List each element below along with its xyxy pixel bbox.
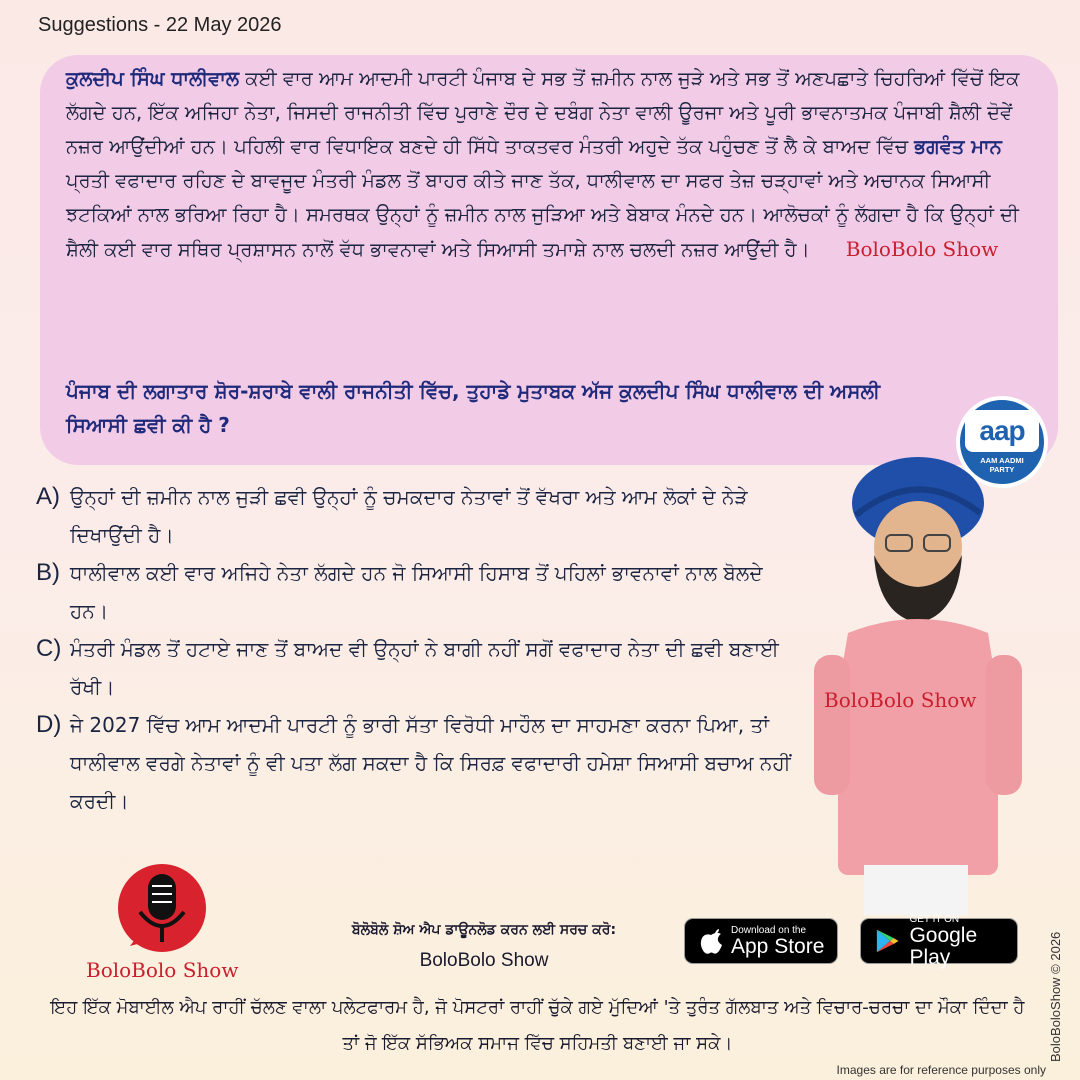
disclaimer-text: Images are for reference purposes only — [836, 1063, 1046, 1077]
option-d[interactable] — [36, 706, 806, 820]
option-c-key: C) — [36, 635, 62, 662]
app-store-button[interactable] — [684, 918, 838, 964]
option-b-text: ਧਾਲੀਵਾਲ ਕਈ ਵਾਰ ਅਜਿਹੇ ਨੇਤਾ ਲੱਗਦੇ ਹਨ ਜੋ ਸਿਆਸੀ ਹਿਸਾਬ ਤੋਂ ਪਹਿਲਾਂ ਭਾਵਨਾਵਾਂ ਨਾਲ ਬੋਲਦੇ ਹਨ। — [70, 561, 763, 623]
option-a-text: ਉਨ੍ਹਾਂ ਦੀ ਜ਼ਮੀਨ ਨਾਲ ਜੁੜੀ ਛਵੀ ਉਨ੍ਹਾਂ ਨੂੰ ਚਮਕਦਾਰ ਨੇਤਾਵਾਂ ਤੋਂ ਵੱਖਰਾ ਅਤੇ ਆਮ ਲੋਕਾਂ ਦੇ ਨੇੜੇ ਦਿਖਾਉਂਦੀ ਹੈ। — [70, 485, 748, 547]
option-c[interactable] — [36, 630, 806, 706]
highlight-name-mann: ਭਗਵੰਤ ਮਾਨ — [914, 135, 1002, 158]
google-play-button[interactable] — [860, 913, 1018, 969]
option-a-key: A) — [36, 483, 60, 510]
options-list — [36, 478, 806, 820]
question-text: ਪੰਜਾਬ ਦੀ ਲਗਾਤਾਰ ਸ਼ੋਰ-ਸ਼ਰਾਬੇ ਵਾਲੀ ਰਾਜਨੀਤੀ ਵਿੱਚ, ਤੁਹਾਡੇ ਮੁਤਾਬਕ ਅੱਜ ਕੁਲਦੀਪ ਸਿੰਘ ਧਾਲੀਵਾਲ ਦੀ ਅਸਲੀ ਸਿਆਸੀ ਛਵੀ ਕੀ ਹੈ ? — [66, 379, 881, 437]
option-c-text: ਮੰਤਰੀ ਮੰਡਲ ਤੋਂ ਹਟਾਏ ਜਾਣ ਤੋਂ ਬਾਅਦ ਵੀ ਉਨ੍ਹਾਂ ਨੇ ਬਾਗੀ ਨਹੀਂ ਸਗੋਂ ਵਫਾਦਾਰ ਨੇਤਾ ਦੀ ਛਵੀ ਬਣਾਈ ਰੱਖੀ। — [70, 637, 779, 699]
brand-logo-text: BoloBolo Show — [86, 958, 239, 982]
intro-text-part-2: ਪ੍ਰਤੀ ਵਫਾਦਾਰ ਰਹਿਣ ਦੇ ਬਾਵਜੂਦ ਮੰਤਰੀ ਮੰਡਲ ਤੋਂ ਬਾਹਰ ਕੀਤੇ ਜਾਣ ਤੱਕ, ਧਾਲੀਵਾਲ ਦਾ ਸਫਰ ਤੇਜ਼ ਚੜ੍ਹਾਵਾਂ ਅਤੇ ਅਚਾਨਕ ਸਿਆਸੀ ਝਟਕਿਆਂ ਨਾਲ ਭਰਿਆ ਰਿਹਾ ਹੈ। ਸਮਰਥਕ ਉਨ੍ਹਾਂ ਨੂੰ ਜ਼ਮੀਨ ਨਾਲ ਜੁੜਿਆ ਅਤੇ ਬੇਬਾਕ ਮੰਨਦੇ ਹਨ। ਆਲੋਚਕਾਂ ਨੂੰ ਲੱਗਦਾ ਹੈ ਕਿ ਉਨ੍ਹਾਂ ਦੀ ਸ਼ੈਲੀ ਕਈ ਵਾਰ ਸਥਿਰ ਪ੍ਰਸ਼ਾਸਨ ਨਾਲੋਂ ਵੱਧ ਭਾਵਨਾਵਾਂ ਅਤੇ ਸਿਆਸੀ ਤਮਾਸ਼ੇ ਨਾਲ ਚਲਦੀ ਨਜ਼ਰ ਆਉਂਦੀ ਹੈ। — [66, 169, 1019, 261]
figure-watermark: BoloBolo Show — [824, 688, 977, 712]
copyright-text: BoloBoloShow © 2026 — [1048, 931, 1063, 1062]
option-b-key: B) — [36, 559, 60, 586]
intro-text-part-1: ਕਈ ਵਾਰ ਆਮ ਆਦਮੀ ਪਾਰਟੀ ਪੰਜਾਬ ਦੇ ਸਭ ਤੋਂ ਜ਼ਮੀਨ ਨਾਲ ਜੁੜੇ ਅਤੇ ਸਭ ਤੋਂ ਅਣਪਛਾਤੇ ਚਿਹਰਿਆਂ ਵਿੱਚੋਂ ਇਕ ਲੱਗਦੇ ਹਨ, ਇੱਕ ਅਜਿਹਾ ਨੇਤਾ, ਜਿਸਦੀ ਰਾਜਨੀਤੀ ਵਿੱਚ ਪੁਰਾਣੇ ਦੌਰ ਦੇ ਦਬੰਗ ਨੇਤਾ ਵਾਲੀ ਊਰਜਾ ਅਤੇ ਪੂਰੀ ਭਾਵਨਾਤਮਕ ਪੰਜਾਬੀ ਸ਼ੈਲੀ ਦੋਵੇਂ ਨਜ਼ਰ ਆਉਂਦੀਆਂ ਹਨ। ਪਹਿਲੀ ਵਾਰ ਵਿਧਾਇਕ ਬਣਦੇ ਹੀ ਸਿੱਧੇ ਤਾਕਤਵਰ ਮੰਤਰੀ ਅਹੁਦੇ ਤੱਕ ਪਹੁੰਚਣ ਤੋਂ ਲੈ ਕੇ ਬਾਅਦ ਵਿੱਚ — [66, 67, 1020, 158]
intro-watermark: BoloBolo Show — [845, 237, 999, 261]
apple-icon — [699, 927, 723, 955]
option-d-text: ਜੇ 2027 ਵਿੱਚ ਆਮ ਆਦਮੀ ਪਾਰਟੀ ਨੂੰ ਭਾਰੀ ਸੱਤਾ ਵਿਰੋਧੀ ਮਾਹੌਲ ਦਾ ਸਾਹਮਣਾ ਕਰਨਾ ਪਿਆ, ਤਾਂ ਧਾਲੀਵਾਲ ਵਰਗੇ ਨੇਤਾਵਾਂ ਨੂੰ ਵੀ ਪਤਾ ਲੱਗ ਸਕਦਾ ਹੈ ਕਿ ਸਿਰਫ਼ ਵਫਾਦਾਰੀ ਹਮੇਸ਼ਾ ਸਿਆਸੀ ਬਚਾਅ ਨਹੀਂ ਕਰਦੀ। — [70, 713, 791, 813]
app-store-small-label: Download on the — [731, 924, 807, 936]
search-app-name: BoloBolo Show — [419, 950, 549, 971]
app-store-big-label: App Store — [731, 934, 825, 958]
microphone-logo-icon — [112, 860, 212, 960]
date-label: Suggestions - 22 May 2026 — [38, 14, 282, 36]
highlight-name-dhaliwal: ਕੁਲਦੀਪ ਸਿੰਘ ਧਾਲੀਵਾਲ — [66, 67, 240, 90]
option-b[interactable] — [36, 554, 806, 630]
pyjama-shape — [864, 865, 968, 915]
option-d-key: D) — [36, 711, 62, 738]
kurta-body — [838, 705, 998, 875]
intro-paragraph — [66, 62, 1041, 267]
aap-logo-mark: aap — [965, 410, 1039, 452]
left-arm — [814, 655, 850, 795]
google-play-big-label: Google Play — [909, 923, 978, 969]
right-arm — [986, 655, 1022, 795]
google-play-icon — [875, 927, 899, 955]
search-prompt: ਬੋਲੋਬੋਲੋ ਸ਼ੋਅ ਐਪ ਡਾਊਨਲੋਡ ਕਰਨ ਲਈ ਸਰਚ ਕਰੋ: — [351, 922, 617, 938]
aap-logo-line2: PARTY — [989, 465, 1015, 474]
option-a[interactable] — [36, 478, 806, 554]
footer-description: ਇਹ ਇੱਕ ਮੋਬਾਈਲ ਐਪ ਰਾਹੀਂ ਚੱਲਣ ਵਾਲਾ ਪਲੇਟਫਾਰਮ ਹੈ, ਜੋ ਪੋਸਟਰਾਂ ਰਾਹੀਂ ਚੁੱਕੇ ਗਏ ਮੁੱਦਿਆਂ 'ਤੇ ਤੁਰੰਤ ਗੱਲਬਾਤ ਅਤੇ ਵਿਚਾਰ-ਚਰਚਾ ਦਾ ਮੌਕਾ ਦਿੰਦਾ ਹੈ ਤਾਂ ਜੋ ਇੱਕ ਸੱਭਿਅਕ ਸਮਾਜ ਵਿੱਚ ਸਹਿਮਤੀ ਬਣਾਈ ਜਾ ਸਕੇ। — [50, 997, 1025, 1054]
google-play-small-label: GET IT ON — [909, 913, 960, 925]
politician-figure — [808, 455, 1023, 915]
aap-logo-line1: AAM AADMI — [980, 456, 1024, 465]
